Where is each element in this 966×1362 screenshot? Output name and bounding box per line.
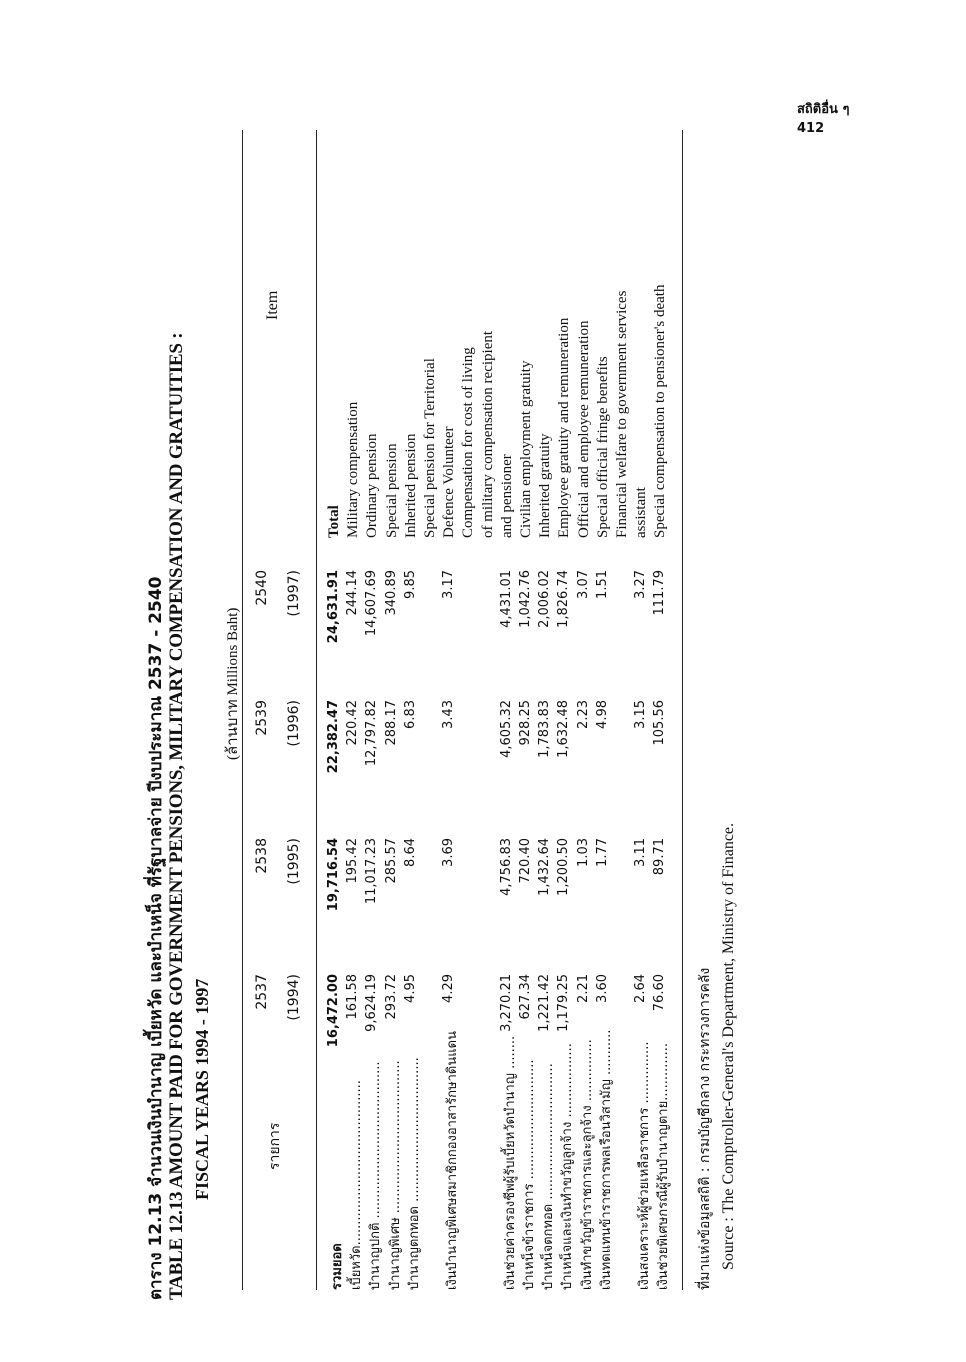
row-value-4: 244.14 <box>345 570 361 616</box>
row-label-thai: เงินสงเคราะห์ผู้ช่วยเหลือราชการ ............... <box>637 1041 653 1290</box>
table-top-rule <box>242 130 243 1290</box>
row-label-english: assistant <box>633 487 650 538</box>
row-value-2: 3.69 <box>441 838 457 867</box>
row-value-3: 928.25 <box>518 700 533 746</box>
row-value-2: 1,432.64 <box>537 838 553 896</box>
row-value-2: 19,716.54 <box>326 838 341 912</box>
row-value-4: 3.07 <box>575 570 591 599</box>
header-year-be-3: 2539 <box>254 700 270 736</box>
row-value-2: 195.42 <box>345 838 361 884</box>
header-year-ce-2: (1995) <box>286 838 302 885</box>
row-label-thai: บำเหน็จตกทอด ................................. <box>541 1063 557 1290</box>
row-value-4: 9.85 <box>402 570 418 599</box>
row-label-english: Official and employee remuneration <box>575 320 592 538</box>
row-value-3: 4,605.32 <box>498 700 514 758</box>
table-header-rule <box>316 130 317 1290</box>
row-value-3: 288.17 <box>383 700 399 746</box>
source-thai: ที่มาแห่งข้อมูลสถิติ : กรมบัญชีกลาง กระทรวงการคลัง <box>697 967 713 1290</box>
row-value-4: 24,631.91 <box>326 570 341 644</box>
row-value-4: 340.89 <box>383 570 399 616</box>
table-bottom-rule <box>682 130 683 1290</box>
row-value-4: 3.17 <box>441 570 457 599</box>
row-label-thai: บำนาญพิเศษ ..................................... <box>387 1060 403 1290</box>
row-value-2: 8.64 <box>402 838 418 867</box>
row-label-english: Civilian employment gratuity <box>518 360 534 538</box>
row-value-1: 3.60 <box>594 974 610 1003</box>
row-label-thai: เบี้ยหวัด........................................ <box>349 1080 365 1290</box>
row-value-3: 2.23 <box>575 700 591 729</box>
row-value-2: 720.40 <box>518 838 533 884</box>
title-english-line2: FISCAL YEARS 1994 - 1997 <box>192 978 212 1200</box>
row-value-3: 6.83 <box>402 700 418 729</box>
row-value-1: 4.29 <box>441 974 457 1003</box>
row-value-1: 293.72 <box>383 974 399 1020</box>
page-number: 412 <box>797 121 825 136</box>
header-year-be-4: 2540 <box>254 570 270 606</box>
row-value-2: 285.57 <box>383 838 399 884</box>
row-value-4: 3.27 <box>633 570 649 599</box>
header-year-ce-3: (1996) <box>286 700 302 747</box>
row-value-3: 3.15 <box>633 700 649 729</box>
header-item-thai: รายการ <box>267 1122 283 1170</box>
row-value-2: 89.71 <box>652 838 668 876</box>
row-value-1: 161.58 <box>345 974 361 1020</box>
source-english: Source : The Comptroller-General's Department, Ministry of Finance. <box>720 822 737 1270</box>
row-value-1: 1,179.25 <box>556 974 572 1032</box>
row-label-english: and pensioner <box>498 454 515 538</box>
row-value-3: 105.56 <box>652 700 668 746</box>
row-label-thai: เงินบำนาญพิเศษสมาชิกกองอาสารักษาดินแดน <box>445 1031 461 1290</box>
row-label-english: Defence Volunteer <box>441 426 458 538</box>
row-value-1: 2.64 <box>633 974 649 1003</box>
row-label-english: Inherited pension <box>402 433 419 538</box>
row-value-1: 16,472.00 <box>326 974 341 1048</box>
row-value-4: 14,607.69 <box>364 570 380 637</box>
row-label-english: Compensation for cost of living <box>460 347 477 538</box>
row-value-3: 3.43 <box>441 700 457 729</box>
row-label-english: Employee gratuity and remuneration <box>556 317 573 538</box>
row-value-2: 11,017.23 <box>364 838 380 905</box>
row-label-thai: บำนาญตกทอด ................................... <box>406 1057 422 1290</box>
section-label: สถิติอื่น ๆ <box>797 102 850 117</box>
row-label-english: Special official fringe benefits <box>594 356 611 538</box>
row-value-3: 220.42 <box>345 700 361 746</box>
row-label-english: Total <box>326 505 342 538</box>
row-label-english: Ordinary pension <box>364 433 381 538</box>
row-value-3: 22,382.47 <box>326 700 341 774</box>
unit-label: (ล้านบาท Millions Baht) <box>225 607 241 760</box>
row-value-3: 1,783.83 <box>537 700 553 758</box>
row-value-3: 4.98 <box>594 700 610 729</box>
row-value-4: 1,826.74 <box>556 570 572 628</box>
header-year-be-1: 2537 <box>254 974 270 1010</box>
row-label-english: Special pension for Territorial <box>422 358 438 538</box>
row-value-4: 1,042.76 <box>518 570 533 628</box>
row-label-english: Special pension <box>383 443 400 538</box>
row-value-1: 1,221.42 <box>537 974 553 1032</box>
row-value-4: 1.51 <box>594 570 610 599</box>
row-label-english: Inherited gratuity <box>537 433 554 538</box>
row-value-3: 12,797.82 <box>364 700 380 767</box>
row-value-2: 4,756.83 <box>498 838 514 896</box>
row-label-thai: บำนาญปกติ ...................................... <box>368 1061 384 1290</box>
row-value-1: 76.60 <box>652 974 668 1012</box>
row-label-english: of military compensation recipient <box>479 330 496 538</box>
title-english: TABLE 12.13 AMOUNT PAID FOR GOVERNMENT PENSIONS, MILITARY COMPENSATION AND GRATUITIES : <box>166 332 187 1300</box>
row-value-1: 627.34 <box>518 974 533 1020</box>
row-value-2: 1,200.50 <box>556 838 572 896</box>
row-label-thai: เงินทดแทนข้าราชการพลเรือนวิสามัญ ........... <box>598 1029 614 1290</box>
rotated-table-page <box>120 80 840 1320</box>
row-value-1: 9,624.19 <box>364 974 380 1032</box>
row-value-2: 3.11 <box>633 838 649 867</box>
row-value-1: 3,270.21 <box>498 974 514 1032</box>
row-label-thai: รวมยอด <box>330 1243 345 1290</box>
row-value-3: 1,632.48 <box>556 700 572 758</box>
row-label-thai: เงินช่วยค่าครองชีพผู้รับเบี้ยหวัดบำนาญ ........ <box>502 1035 518 1290</box>
table-row <box>652 110 676 1290</box>
row-label-english: Special compensation to pensioner's death <box>652 284 669 538</box>
row-value-4: 4,431.01 <box>498 570 514 628</box>
row-value-2: 1.03 <box>575 838 591 867</box>
row-label-thai: เงินทำขวัญข้าราชการและลูกจ้าง ............... <box>579 1039 595 1290</box>
header-item-english: Item <box>264 290 281 320</box>
row-label-english: Military compensation <box>345 401 362 538</box>
row-label-english: Financial welfare to government services <box>614 290 630 538</box>
title-thai: ตาราง 12.13 จำนวนเงินบำนาญ เบี้ยหวัด และบำเหน็จ ที่รัฐบาลจ่าย ปีงบประมาณ 2537 - 2540 <box>146 576 166 1300</box>
row-value-1: 2.21 <box>575 974 591 1003</box>
row-value-2: 1.77 <box>594 838 610 867</box>
row-label-thai: บำเหน็จข้าราชการ ............................. <box>522 1059 537 1290</box>
header-year-ce-1: (1994) <box>286 974 302 1021</box>
row-value-4: 111.79 <box>652 570 668 616</box>
header-year-be-2: 2538 <box>254 838 270 874</box>
row-label-thai: บำเหน็จและเงินทำขวัญลูกจ้าง .................. <box>560 1043 576 1290</box>
header-year-ce-4: (1997) <box>286 570 302 617</box>
row-value-4: 2,006.02 <box>537 570 553 628</box>
row-label-thai: เงินช่วยพิเศษกรณีผู้รับบำนาญตาย.............. <box>656 1042 672 1290</box>
row-value-1: 4.95 <box>402 974 418 1003</box>
